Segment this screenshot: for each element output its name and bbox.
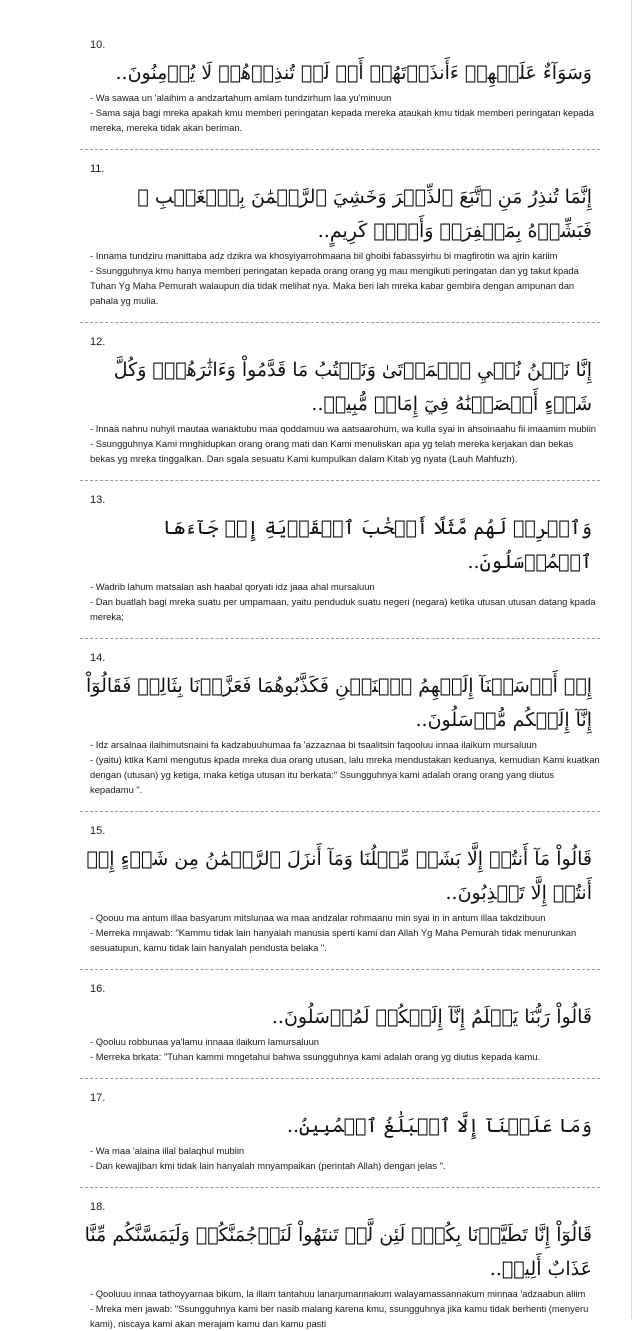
arabic-text: إِذۡ أَرۡسَلۡنَآ إِلَيۡهِمُ ٱثۡنَيۡنِ فَكَذَّبُوهُمَا فَعَزَّزۡنَا بِثَالِثٖ فَقَالُوٓاْ إِنَّآ إِلَيۡكُم مُّرۡسَلُونَ..	[86, 675, 592, 731]
arabic-text: قَالُواْ رَبُّنَا يَعۡلَمُ إِنَّآ إِلَيۡكُمۡ لَمُرۡسَلُونَ..	[271, 1006, 592, 1028]
verse-block	[80, 982, 600, 1064]
verse-separator	[80, 149, 600, 150]
arabic-text: إِنَّا نَحۡنُ نُحۡيِ ٱلۡمَوۡتَىٰ وَنَكۡتُبُ مَا قَدَّمُواْ وَءَاثَٰرَهُمۡۚ وَكُلَّ شَيۡءٍ أَحۡصَيۡنَٰهُ فِيٓ إِمَامٖ مُّبِينٖ..	[113, 359, 592, 415]
translation: - Merreka brkata: "Tuhan kammi mngetahui bahwa ssungguhnya kami adalah orang yg diutus kepada kamu.	[90, 1051, 541, 1062]
transliteration: - Innaa nahnu nuhyil mautaa wanaktubu maa qoddamuu wa aatsaarohum, wa kulla syai in ahsoinaahu fii imaamim mubiin	[90, 423, 597, 434]
page-edge-line	[631, 0, 632, 1319]
arabic-text: وَٱضۡرِبۡ لَهُم مَّثَلًا أَصۡحَٰبَ ٱلۡقَرۡيَةِ إِذۡ جَآءَهَا ٱلۡمُرۡسَلُونَ..	[162, 517, 592, 573]
verse-block	[80, 493, 600, 624]
verse-number: 10.	[90, 39, 106, 51]
transliteration: - Idz arsalnaa ilaihimutsnaini fa kadzabuuhumaa fa 'azzaznaa bi tsaalitsin faqooluu innaa ilaikum mursaluun	[90, 739, 537, 750]
verse-separator	[80, 638, 600, 639]
translation: - Ssungguhnya kmu hanya memberi peringatan kepada orang orang yg mau mengikuti peringatan dan yg takut kpada Tuhan Yg Maha Pemurah walaupun dia tidak melihat nya. Maka beri lah mreka kabar gembira dengan ampunan dan pahala yg mulia.	[90, 265, 579, 306]
arabic-text: قَالُواْ مَآ أَنتُمۡ إِلَّا بَشَرٞ مِّثۡلُنَا وَمَآ أَنزَلَ ٱلرَّحۡمَٰنُ مِن شَيۡءٍ إِنۡ أَنتُمۡ إِلَّا تَكۡذِبُونَ..	[86, 848, 592, 904]
translation: - Mreka men jawab: "Ssungguhnya kami ber nasib malang karena kmu, ssungguhnya jika kamu tidak berhenti (menyeru kami), niscaya kami akan merajam kamu dan kamu pasti	[90, 1303, 589, 1329]
translation: - (yaitu) ktika Kami mengutus kpada mreka dua orang utusan, lalu mreka mendustakan keduanya, kemudian Kami kuatkan dengan (utusan) yg ketiga, maka ketiga utusan itu berkata:" Ssungguhnya kami adalah orang orang yang diutus kepadamu ".	[90, 754, 600, 795]
translation: - Merreka mnjawab: "Kammu tidak lain hanyalah manusia sperti kami dan Allah Yg Maha Pemurah tidak menurunkan sesuatupun, kamu tidak lain hanyalah pendusta belaka ".	[90, 927, 577, 953]
arabic-text: وَسَوَآءٌ عَلَيۡهِمۡ ءَأَنذَرۡتَهُمۡ أَمۡ لَمۡ تُنذِرۡهُمۡ لَا يُؤۡمِنُونَ..	[115, 62, 592, 84]
transliteration: - Wadrib lahum matsalan ash haabal qoryati idz jaaa ahal mursaluun	[90, 581, 375, 592]
verse-number: 15.	[90, 825, 106, 837]
translation: - Ssungguhnya Kami mnghidupkan orang orang mati dan Kami menuliskan apa yg telah mereka kerjakan dan bekas bekas yg mreka tinggalkan. Dan sgala sesuatu Kami kumpulkan dalam Kitab yg nyata (Lauh Mahfuzh).	[90, 438, 574, 464]
transliteration: - Innama tundziru manittaba adz dzikra wa khosyiyarrohmaana bil ghoibi fabassyirhu bi magfirotin wa ajrin kariim	[90, 250, 558, 261]
verse-list	[80, 38, 600, 1331]
verse-number: 12.	[90, 336, 106, 348]
verse-block	[80, 335, 600, 466]
transliteration: - Qooluuu innaa tathoyyarnaa bikum, la illam tantahuu lanarjumannakum walayamassannakum minnaa 'adzaabun aliim	[90, 1288, 586, 1299]
verse-block	[80, 38, 600, 135]
verse-separator	[80, 1078, 600, 1079]
verse-separator	[80, 322, 600, 323]
transliteration: - Qooluu robbunaa ya'lamu innaaa ilaikum lamursaluun	[90, 1036, 320, 1047]
translation: - Sama saja bagi mreka apakah kmu memberi peringatan kepada mereka ataukah kmu tidak memberi peringatan kepada mereka, mereka tidak akan beriman.	[90, 107, 594, 133]
verse-separator	[80, 811, 600, 812]
verse-block	[80, 162, 600, 308]
verse-block	[80, 1200, 600, 1331]
verse-separator	[80, 969, 600, 970]
verse-number: 14.	[90, 652, 106, 664]
arabic-text: إِنَّمَا تُنذِرُ مَنِ ٱتَّبَعَ ٱلذِّكۡرَ وَخَشِيَ ٱلرَّحۡمَٰنَ بِٱلۡغَيۡبِ ۖ فَبَشِّرۡهُ بِمَغۡفِرَةٖ وَأَجۡرٖ كَرِيمٍ..	[137, 186, 592, 242]
verse-number: 11.	[90, 163, 105, 175]
arabic-text: وَمَا عَلَيۡنَآ إِلَّا ٱلۡبَلَٰغُ ٱلۡمُبِينُ..	[286, 1115, 592, 1137]
translation: - Dan kewajiban kmi tidak lain hanyalah mnyampaikan (perintah Allah) dengan jelas ".	[90, 1160, 446, 1171]
verse-block	[80, 824, 600, 955]
verse-separator	[80, 1187, 600, 1188]
transliteration: - Wa sawaa un 'alaihim a andzartahum amlam tundzirhum laa yu'minuun	[90, 92, 392, 103]
verse-block	[80, 1091, 600, 1173]
verse-block	[80, 651, 600, 797]
verse-number: 13.	[90, 494, 106, 506]
verse-separator	[80, 480, 600, 481]
translation: - Dan buatlah bagi mreka suatu per umpamaan, yaitu penduduk suatu negeri (negara) ketika utusan utusan datang kpada mereka;	[90, 596, 596, 622]
verse-number: 18.	[90, 1201, 106, 1213]
verse-number: 16.	[90, 983, 106, 995]
transliteration: - Wa maa 'alaina illal balaqhul mubiin	[90, 1145, 245, 1156]
transliteration: - Qoouu ma antum illaa basyarum mitslunaa wa maa andzalar rohmaanu min syai in in antum illaa takdzibuun	[90, 912, 546, 923]
verse-number: 17.	[90, 1092, 106, 1104]
arabic-text: قَالُوٓاْ إِنَّا تَطَيَّرۡنَا بِكُمۡۖ لَئِن لَّمۡ تَنتَهُواْ لَنَرۡجُمَنَّكُمۡ وَلَيَمَسَّنَّكُم مِّنَّا عَذَابٌ أَلِيمٞ..	[84, 1224, 592, 1280]
